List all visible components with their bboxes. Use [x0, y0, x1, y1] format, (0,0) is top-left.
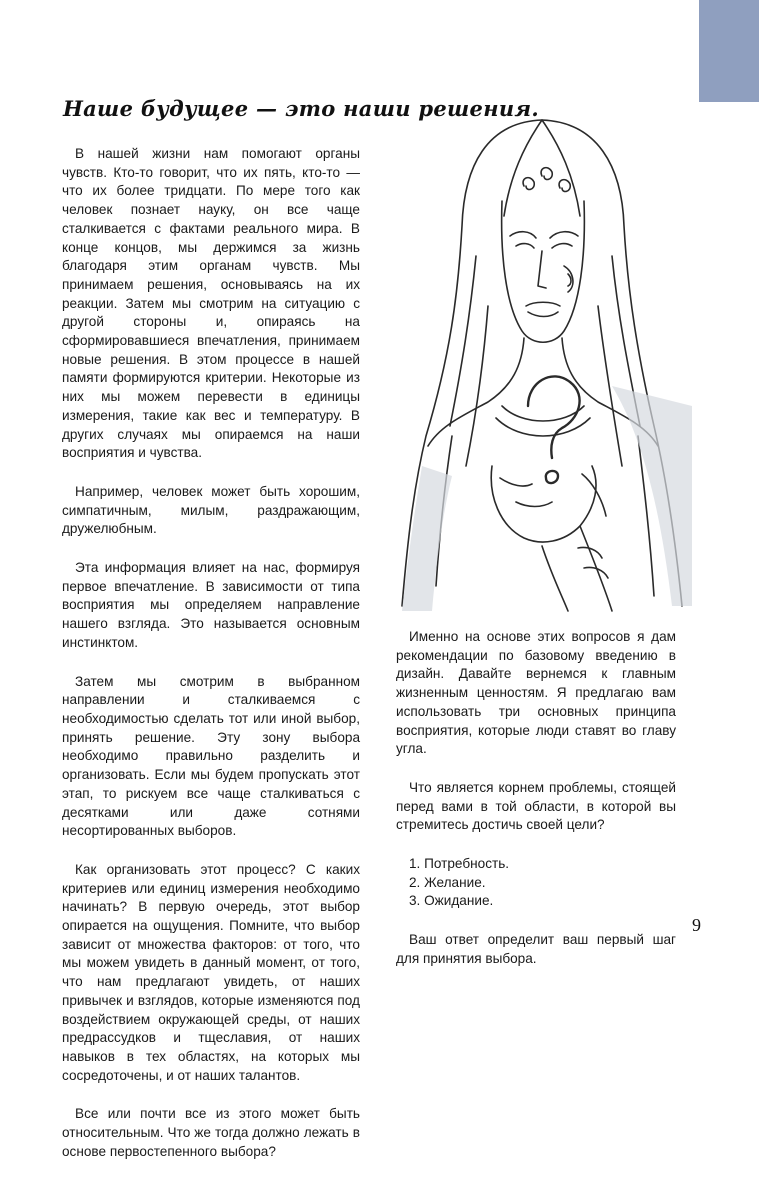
page-title: Наше будущее — это наши решения. — [63, 96, 540, 121]
list-item: 3. Ожидание. — [409, 893, 494, 909]
hair-outline — [542, 120, 682, 606]
paragraph: Все или почти все из этого может быть относительным. Что же тогда должно лежать в основе первостепенного выбора? — [62, 1106, 360, 1159]
page-number: 9 — [692, 915, 701, 935]
question-mark — [528, 376, 580, 458]
corner-tab — [699, 0, 759, 102]
list-item: 2. Желание. — [409, 874, 486, 890]
hand-outline — [491, 466, 596, 542]
closing-paragraph: Ваш ответ определит ваш первый шаг для принятия выбора. — [396, 932, 676, 966]
left-column — [62, 145, 360, 1181]
list-item: 1. Потребность. — [409, 856, 510, 872]
paragraph: Например, человек может быть хорошим, симпатичным, милым, раздражающим, дружелюбным. — [62, 483, 360, 537]
paragraph: Затем мы смотрим в выбранном направлении и сталкиваемся с необходимостью сделать тот или иной выбор, принять решение. Эту зону выбора необходимо правильно разделить и организовать. Если мы будем пропускать этот этап, то рискуем все чаще сталкиваться с десятками или даже сотнями несортированных выборов. — [62, 673, 360, 839]
woman-with-question-mark-illustration — [392, 106, 692, 616]
paragraph: Эта информация влияет на нас, формируя первое впечатление. В зависимости от типа восприятия мы определяем направление нашего взгляда. Это называется основным инстинктом. — [62, 560, 360, 650]
paragraph: Что является корнем проблемы, стоящей перед вами в той области, в которой вы стремитесь достичь своей цели? — [396, 779, 676, 833]
right-column — [396, 628, 676, 989]
paragraph: Именно на основе этих вопросов я дам рекомендации по базовому введению в дизайн. Давайте вернемся к главным жизненным ценностям. Я предлагаю вам использовать три основных принципа восприятия, которые люди ставят во главу угла. — [396, 629, 676, 757]
face-outline — [502, 201, 585, 342]
paragraph: В нашей жизни нам помогают органы чувств. Кто-то говорит, что их пять, кто-то — что их более тридцати. По мере того как человек познает науку, он все чаще сталкивается с фактами реального мира. В конце концов, мы держимся за жизнь благодаря этим органам чувств. Мы принимаем решения, основываясь на их реакции. Затем мы смотрим на ситуацию с другой стороны и, опираясь на сформировавшиеся впечатления, принимаем новые решения. В этом процессе в нашей памяти формируются критерии. Некоторые из них мы можем перевести в единицы измерения, такие как вес и температуру. В других случаях мы опираемся на наши восприятия и чувства. — [62, 146, 360, 461]
priority-list — [396, 855, 676, 911]
paragraph: Как организовать этот процесс? С каких критериев или единиц измерения необходимо начинать? В первую очередь, этот выбор опирается на ощущения. Помните, что выбор зависит от множества факторов: от того, что мы можем увидеть в данный момент, от того, что нам предлагают увидеть, от наших привычек и взглядов, которые изменяются под воздействием окружающей среды, от наших предрассудков и тщеславия, от наших навыков в тех областях, на которых мы сосредоточены, и от наших талантов. — [62, 861, 360, 1083]
